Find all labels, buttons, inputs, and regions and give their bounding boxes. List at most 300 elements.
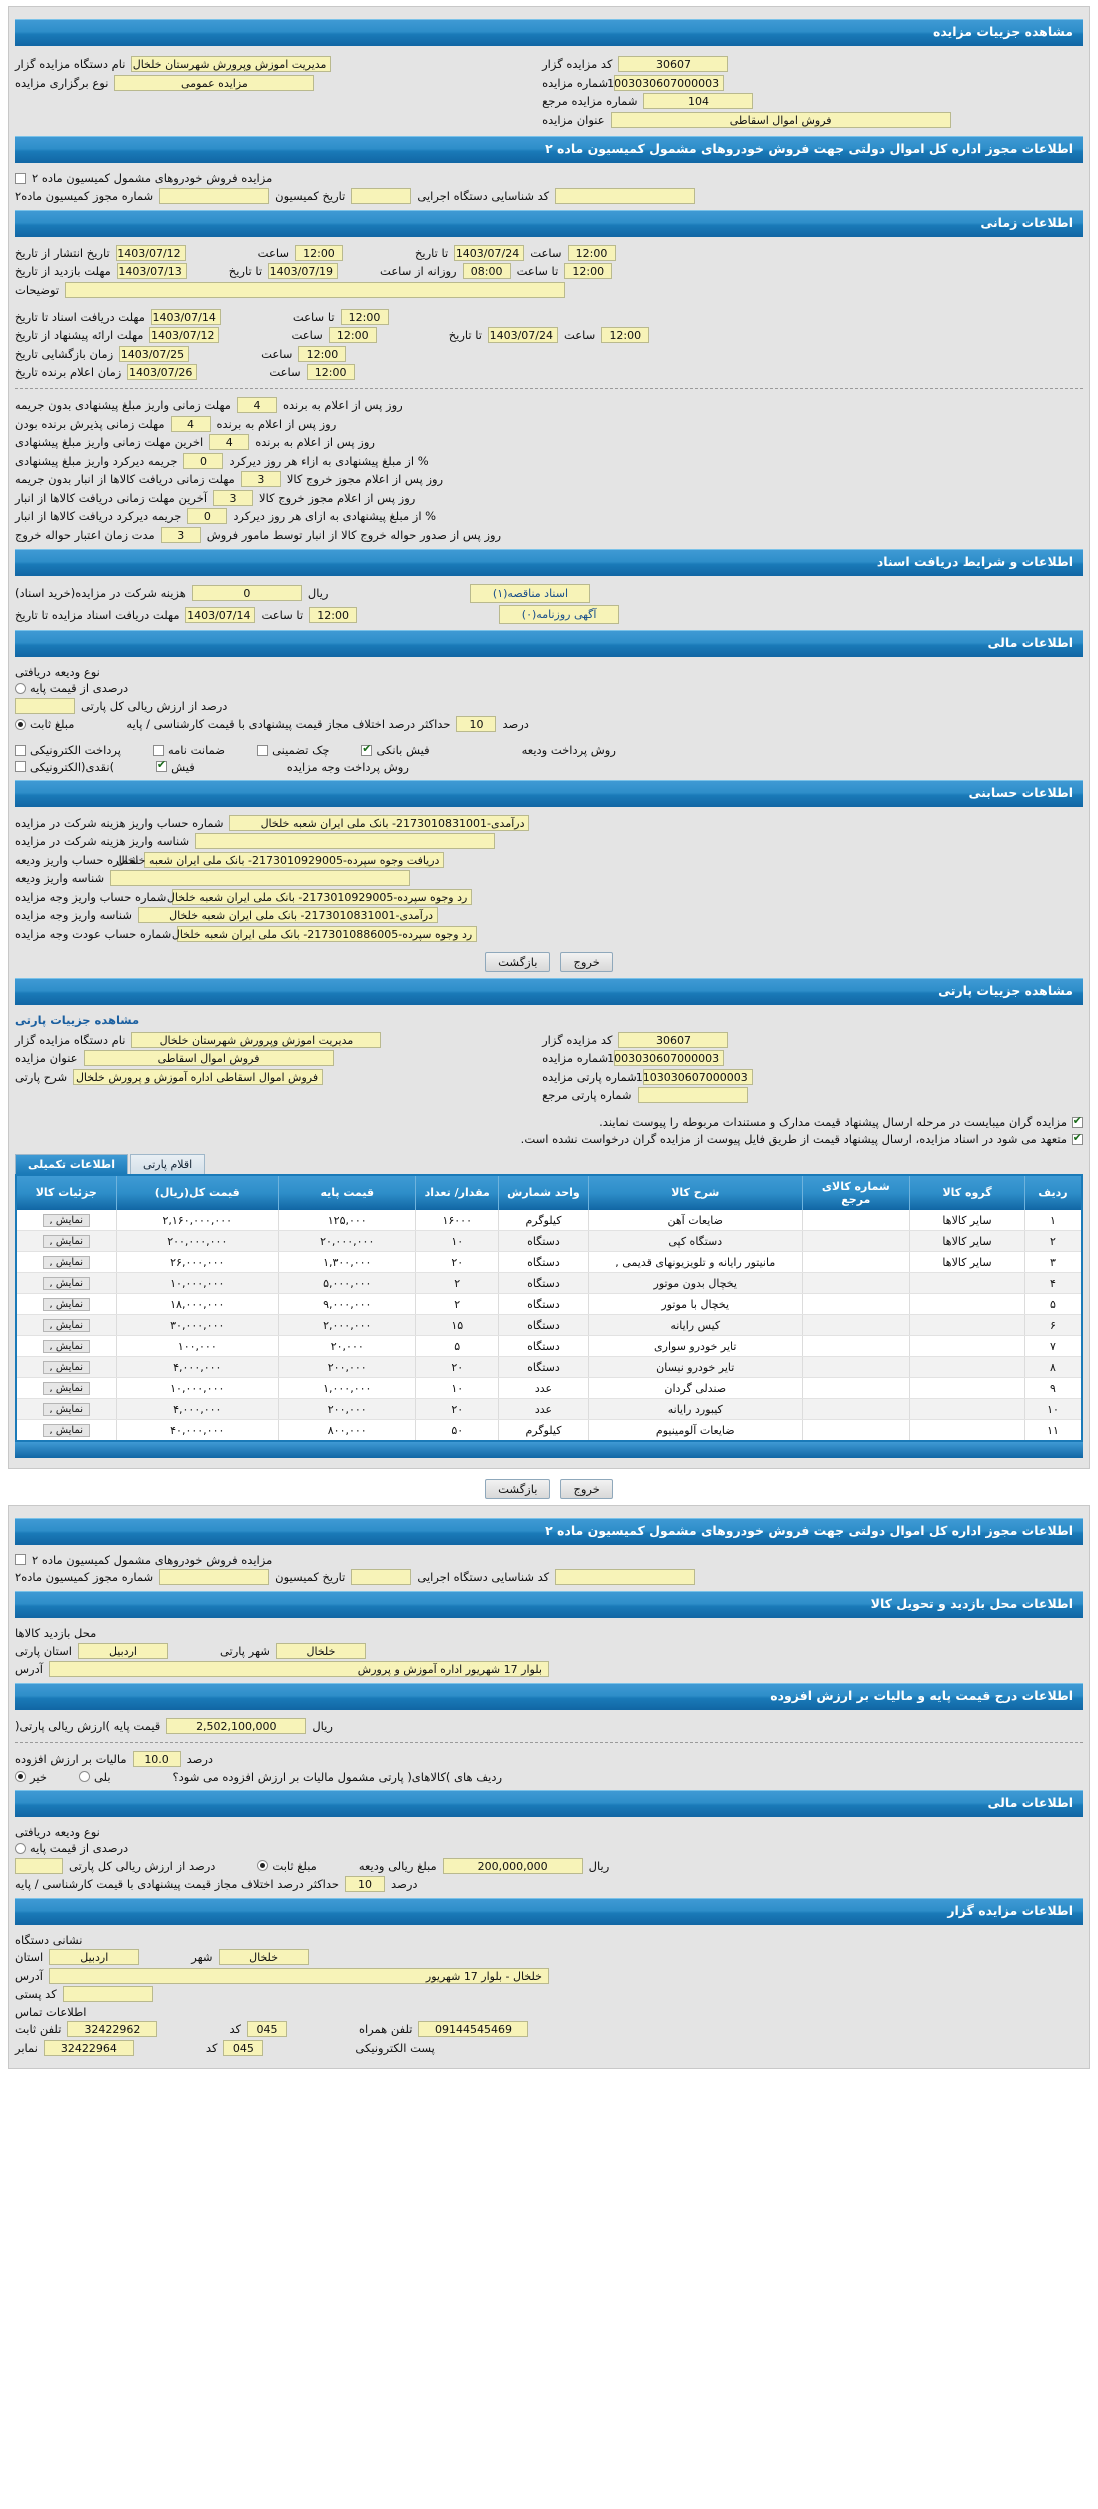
payment-method-receipt-label: فیش (171, 759, 195, 774)
docs-deadline-date-label: مهلت دریافت اسناد تا تاریخ (15, 309, 145, 324)
auctioneer-city-value[interactable]: خلخال (219, 1949, 309, 1965)
account-label-0: شماره حساب واریز هزینه شرکت در مزایده (15, 815, 224, 830)
party-org-value[interactable]: مدیریت اموزش وپرورش شهرستان خلخال (131, 1032, 381, 1048)
deadline-label-0: مهلت زمانی واریز مبلغ پیشنهادی بدون جریمه (15, 398, 231, 413)
cell-base-price: ۲۰۰,۰۰۰ (279, 1399, 416, 1420)
deadline-label-7: مدت زمان اعتبار حواله خروج (15, 527, 155, 542)
publish-to-date-label: تا تاریخ (414, 245, 449, 260)
deadline-value-6[interactable]: 0 (187, 508, 227, 524)
visit-daily-from-label: روزانه از ساعت (380, 264, 457, 279)
percent-base-option[interactable] (15, 681, 128, 695)
lower-details-panel (8, 1505, 1090, 2069)
party-ref-number-label: شماره پارتی مرجع (542, 1088, 632, 1103)
deadline-suffix-6: % از مبلغ پیشنهادی به ازای هر روز دیرکرد (233, 509, 437, 524)
winner-time-value[interactable]: 12:00 (307, 364, 355, 380)
time-desc-value[interactable] (65, 282, 565, 298)
goods-details-button[interactable]: نمایش , (43, 1214, 91, 1227)
goods-details-button[interactable]: نمایش , (43, 1361, 91, 1374)
section2-deposit-amount-value[interactable]: 200,000,000 (443, 1858, 583, 1874)
deadline-value-4[interactable]: 3 (241, 471, 281, 487)
deadline-value-2[interactable]: 4 (209, 434, 249, 450)
auction-number-value[interactable]: 1003030607000003 (614, 75, 724, 91)
party-desc-value[interactable]: فروش اموال اسقاطی اداره آموزش و پرورش خلخال (73, 1069, 323, 1085)
auctioneer-address-header-row (15, 1933, 1083, 1947)
cell-ref-no (802, 1210, 909, 1231)
table-row (16, 1315, 1082, 1336)
deadline-value-1[interactable]: 4 (171, 416, 211, 432)
deposit-method-cheque-checkbox[interactable] (257, 745, 268, 756)
cell-desc: مانیتور رایانه و تلویزیونهای قدیمی , (588, 1252, 802, 1273)
vat-no-radio[interactable] (15, 1771, 26, 1782)
auctioneer-code-value[interactable]: 30607 (618, 56, 728, 72)
cell-group (910, 1336, 1025, 1357)
vat-option-yes[interactable] (79, 1770, 111, 1784)
time-row-docs-deadline (15, 309, 1083, 325)
cell-details (16, 1294, 116, 1315)
deposit-method-cheque[interactable] (257, 743, 329, 757)
auctioneer-fax-code-label: کد (205, 2040, 218, 2055)
cell-group: سایر کالاها (910, 1210, 1025, 1231)
back-button-mid[interactable]: بازگشت (485, 1479, 550, 1499)
docs-deadline-label2: مهلت دریافت اسناد مزایده تا تاریخ (15, 607, 180, 622)
cell-total-price: ۱۸,۰۰۰,۰۰۰ (116, 1294, 278, 1315)
auctioneer-code-label: کد مزایده گزار (542, 57, 613, 72)
deadline-suffix-5: روز پس از اعلام مجوز خروج کالا (259, 490, 416, 505)
account-label-5: شناسه واریز وجه مزایده (15, 908, 133, 923)
visit-to-time-label: تا ساعت (516, 264, 559, 279)
visit-address-value[interactable]: بلوار 17 شهریور اداره آموزش و پرورش (49, 1661, 549, 1677)
cell-ref-no (802, 1420, 909, 1442)
payment-method-cash-electronic[interactable] (15, 760, 114, 774)
fixed-amount-radio[interactable] (15, 719, 26, 730)
section2-max-diff-label: حداکثر درصد اختلاف مجاز قیمت پیشنهادی با قیمت کارشناسی / پایه (15, 1877, 340, 1891)
table-row (16, 1231, 1082, 1252)
visit-to-time-value[interactable]: 12:00 (564, 263, 612, 279)
account-value-3[interactable] (110, 870, 410, 886)
exec-org-code-label: کد شناسایی دستگاه اجرایی (417, 188, 550, 203)
party-auction-number-label: شماره مزایده (542, 1051, 609, 1066)
cell-group (910, 1420, 1025, 1442)
vat-question-label: ردیف های )کالاهای( پارتی مشمول مالیات بر ارزش افزوده می شود؟ (172, 1769, 503, 1784)
auction-type-value[interactable]: مزایده عمومی (114, 75, 314, 91)
auction-identity-left-col (15, 54, 542, 131)
time-row-visit (15, 263, 1083, 279)
rial-percent-label: درصد از ارزش ریالی کل پارتی (81, 698, 228, 713)
cell-qty: ۲ (416, 1273, 498, 1294)
section2-exec-org-code-value[interactable] (555, 1569, 695, 1585)
vat-yes-radio[interactable] (79, 1771, 90, 1782)
cell-unit: دستگاه (498, 1231, 588, 1252)
offer-to-date-value[interactable]: 1403/07/24 (488, 327, 558, 343)
visit-date-label: مهلت بازدید از تاریخ (15, 264, 111, 279)
auctioneer-postal-row (15, 1986, 1083, 2002)
deposit-method-receipt-checkbox[interactable] (361, 745, 372, 756)
cell-ref-no (802, 1231, 909, 1252)
party-subtitle-row (15, 1013, 1083, 1027)
goods-table-head (16, 1175, 1082, 1210)
goods-details-button[interactable]: نمایش , (43, 1424, 91, 1437)
party-ref-number-value[interactable] (638, 1087, 748, 1103)
section2-fixed-amount-option[interactable] (257, 1859, 316, 1873)
visit-date-value[interactable]: 1403/07/13 (117, 263, 187, 279)
vat-option-no[interactable] (15, 1770, 47, 1784)
party-auction-number-value[interactable]: 1003030607000003 (614, 1050, 724, 1066)
publish-date-value[interactable]: 1403/07/12 (116, 245, 186, 261)
offer-time-label: ساعت (291, 328, 323, 343)
section2-commission-date-value[interactable] (351, 1569, 411, 1585)
party-auctioneer-code-value[interactable]: 30607 (618, 1032, 728, 1048)
section-title-auctioneer: اطلاعات مزایده گزار (15, 1898, 1083, 1925)
deadline-suffix-4: روز پس از اعلام مجوز خروج کالا (286, 472, 444, 487)
base-price-label: قیمت پایه )ارزش ریالی پارتی( (15, 1719, 161, 1734)
account-value-6[interactable]: رد وجوه سپرده-2173010886005- بانک ملی ایران شعبه خلخال (177, 926, 477, 942)
party-title-value[interactable]: فروش اموال اسقاطی (84, 1050, 334, 1066)
account-label-2: شماره حساب واریز ودیعه (15, 852, 139, 867)
deadline-label-5: آخرین مهلت زمانی دریافت کالاها از انبار (15, 490, 208, 505)
base-price-unit: ریال (312, 1719, 333, 1734)
auctioneer-email-label: پست الکترونیکی (355, 2040, 435, 2055)
permit-number-value[interactable] (159, 188, 269, 204)
auctioneer-address-header: نشانی دستگاه (15, 1932, 83, 1947)
section-title-price: اطلاعات درج قیمت پایه و مالیات بر ارزش افزوده (15, 1683, 1083, 1710)
cell-ref-no (802, 1357, 909, 1378)
payment-method-cash-electronic-label: )نقدی(الکترونیکی (30, 759, 115, 774)
cell-group (910, 1357, 1025, 1378)
auction-details-panel (8, 6, 1090, 1469)
cell-base-price: ۱,۳۰۰,۰۰۰ (279, 1252, 416, 1273)
section2-commission-date-label: تاریخ کمیسیون (275, 1570, 346, 1585)
org-name-label: نام دستگاه مزایده گزار (15, 57, 126, 72)
deadline-label-6: جریمه دیرکرد دریافت کالاها از انبار (15, 509, 182, 524)
tab-party-items[interactable]: اقلام پارتی (130, 1154, 205, 1174)
cell-ref-no (802, 1399, 909, 1420)
vat-no-label: خیر (30, 1769, 47, 1784)
price-divider (15, 1742, 1083, 1743)
section-title-party: مشاهده جزییات پارتی (15, 978, 1083, 1005)
ref-number-value[interactable]: 104 (643, 93, 753, 109)
th-group: گروه کالا (910, 1175, 1025, 1210)
cell-base-price: ۱,۰۰۰,۰۰۰ (279, 1378, 416, 1399)
section2-rial-percent-value[interactable] (15, 1858, 63, 1874)
docs-deadline-time2-value[interactable]: 12:00 (309, 607, 357, 623)
cell-details (16, 1420, 116, 1442)
party-title-label: عنوان مزایده (15, 1051, 78, 1066)
deadline-row-0 (15, 397, 1083, 413)
goods-details-button[interactable]: نمایش , (43, 1277, 91, 1290)
docs-deadline-time-value[interactable]: 12:00 (341, 309, 389, 325)
cell-unit: عدد (498, 1399, 588, 1420)
deposit-method-electronic[interactable] (15, 743, 121, 757)
exec-org-code-value[interactable] (555, 188, 695, 204)
winner-time-label: ساعت (269, 365, 301, 380)
section2-percent-base-option[interactable] (15, 1841, 128, 1855)
cell-details (16, 1210, 116, 1231)
auctioneer-contact-header: اطلاعات تماس (15, 2004, 87, 2019)
account-row-0 (15, 815, 1083, 831)
visit-province-value[interactable]: اردبیل (78, 1643, 168, 1659)
account-value-1[interactable] (195, 833, 495, 849)
account-row-6 (15, 926, 1083, 942)
auctioneer-fax-value[interactable]: 32422964 (44, 2040, 134, 2056)
deposit-method-cheque-label: چک تضمینی (272, 743, 330, 758)
payment-method-receipt[interactable] (156, 760, 195, 774)
party-field-title (15, 1050, 542, 1066)
goods-table-header-row (16, 1175, 1082, 1210)
cell-row-no: ۴ (1025, 1273, 1082, 1294)
cell-qty: ۲۰ (416, 1399, 498, 1420)
section2-max-diff-unit: درصد (391, 1877, 418, 1891)
cell-base-price: ۱۲۵,۰۰۰ (279, 1210, 416, 1231)
party-note-1-checkbox[interactable] (1072, 1134, 1083, 1145)
winner-date-value[interactable]: 1403/07/26 (127, 364, 197, 380)
cell-details (16, 1399, 116, 1420)
section2-permit-number-value[interactable] (159, 1569, 269, 1585)
payment-method-cash-electronic-checkbox[interactable] (15, 761, 26, 772)
account-value-2[interactable]: دریافت وجوه سپرده-2173010929005- بانک ملی ایران شعبه خلخال (144, 852, 444, 868)
party-field-org (15, 1032, 542, 1048)
permit-fields-row (15, 188, 1083, 204)
cell-ref-no (802, 1273, 909, 1294)
table-row (16, 1378, 1082, 1399)
auctioneer-fax-code-value[interactable]: 045 (223, 2040, 263, 2056)
account-label-3: شناسه واریز ودیعه (15, 871, 105, 886)
cell-unit: دستگاه (498, 1315, 588, 1336)
rial-percent-value[interactable] (15, 698, 75, 714)
account-label-1: شناسه واریز هزینه شرکت در مزایده (15, 834, 190, 849)
cell-desc: یخچال با موتور (588, 1294, 802, 1315)
field-org-name (15, 56, 542, 72)
vat-value[interactable]: 10.0 (133, 1751, 181, 1767)
goods-details-button[interactable]: نمایش , (43, 1340, 91, 1353)
account-value-5[interactable]: درآمدی-2173010831001- بانک ملی ایران شعبه خلخال (138, 907, 438, 923)
cell-unit: کیلوگرم (498, 1420, 588, 1442)
cell-total-price: ۳۰,۰۰۰,۰۰۰ (116, 1315, 278, 1336)
auctioneer-phone-value[interactable]: 32422962 (67, 2021, 157, 2037)
cell-qty: ۲۰ (416, 1357, 498, 1378)
auctioneer-fax-label: نمابر (15, 2040, 38, 2055)
opening-time-value[interactable]: 12:00 (298, 346, 346, 362)
time-row-opening (15, 346, 1083, 362)
auctioneer-postal-label: کد پستی (15, 1987, 57, 2002)
auctioneer-province-label: استان (15, 1950, 44, 1965)
party-field-party-number (542, 1069, 1083, 1085)
cell-group (910, 1315, 1025, 1336)
permit-number-label: شماره مجوز کمیسیون ماده۲ (15, 188, 154, 203)
deposit-method-row (15, 743, 1083, 757)
section2-fixed-amount-radio[interactable] (257, 1860, 268, 1871)
publish-to-date-value[interactable]: 1403/07/24 (454, 245, 524, 261)
party-note-1-text: متعهد می شود در اسناد مزایده، ارسال پیشنهاد قیمت از طریق فایل پیوست از مزایده گران درخواست نشده است. (520, 1131, 1067, 1146)
cell-unit: دستگاه (498, 1273, 588, 1294)
tab-supplementary-info[interactable]: اطلاعات تکمیلی (15, 1154, 128, 1174)
auctioneer-address-value[interactable]: خلخال - بلوار 17 شهریور (49, 1968, 549, 1984)
section-title-permit: اطلاعات مجوز اداره کل اموال دولتی جهت فروش خودروهای مشمول کمیسیون ماده ۲ (15, 136, 1083, 163)
goods-details-button[interactable]: نمایش , (43, 1382, 91, 1395)
deadline-row-5 (15, 490, 1083, 506)
cell-row-no: ۵ (1025, 1294, 1082, 1315)
section2-title-permit: اطلاعات مجوز اداره کل اموال دولتی جهت فروش خودروهای مشمول کمیسیون ماده ۲ (15, 1518, 1083, 1545)
party-number-label: شماره پارتی مزایده (542, 1069, 637, 1084)
account-label-6: شماره حساب عودت وجه مزایده (15, 926, 172, 941)
party-desc-label: شرح پارتی (15, 1069, 68, 1084)
time-row-winner (15, 364, 1083, 380)
deposit-method-guarantee-checkbox[interactable] (153, 745, 164, 756)
section2-max-diff-value[interactable]: 10 (345, 1876, 385, 1892)
table-row (16, 1336, 1082, 1357)
permit-checkbox[interactable] (15, 173, 26, 184)
th-details: جزئیات کالا (16, 1175, 116, 1210)
account-value-0[interactable]: درآمدی-2173010831001- بانک ملی ایران شعبه خلخال (229, 815, 529, 831)
account-row-4 (15, 889, 1083, 905)
cell-unit: دستگاه (498, 1294, 588, 1315)
party-org-label: نام دستگاه مزایده گزار (15, 1032, 126, 1047)
section2-deposit-amount-label: مبلغ ریالی ودیعه (358, 1858, 437, 1873)
offer-to-date-label: تا تاریخ (448, 328, 482, 343)
back-button-top[interactable]: بازگشت (485, 952, 550, 972)
section2-permit-fields-row (15, 1569, 1083, 1585)
visit-to-date-value[interactable]: 1403/07/19 (268, 263, 338, 279)
visit-city-value[interactable]: خلخال (276, 1643, 366, 1659)
section2-permit-checkbox[interactable] (15, 1554, 26, 1565)
goods-details-button[interactable]: نمایش , (43, 1235, 91, 1248)
account-value-4[interactable]: رد وجوه سپرده-2173010929005- بانک ملی ایران شعبه خلخال (172, 889, 472, 905)
table-row (16, 1294, 1082, 1315)
auctioneer-contact-header-row (15, 2005, 1083, 2019)
section2-percent-base-radio[interactable] (15, 1843, 26, 1854)
party-field-auctioneer-code (542, 1032, 1083, 1048)
cell-qty: ۵۰ (416, 1420, 498, 1442)
deposit-method-electronic-label: پرداخت الکترونیکی (30, 743, 121, 758)
docs-deadline-date2-value[interactable]: 1403/07/14 (185, 607, 255, 623)
offer-to-time-value[interactable]: 12:00 (601, 327, 649, 343)
cell-row-no: ۱۰ (1025, 1399, 1082, 1420)
goods-details-button[interactable]: نمایش , (43, 1403, 91, 1416)
visit-place-label: محل بازدید کالاها (15, 1626, 97, 1641)
goods-details-button[interactable]: نمایش , (43, 1298, 91, 1311)
auctioneer-postal-value[interactable] (63, 1986, 153, 2002)
th-qty: مقدار/ تعداد (416, 1175, 498, 1210)
goods-details-button[interactable]: نمایش , (43, 1319, 91, 1332)
visit-province-label: استان پارتی (15, 1643, 72, 1658)
auction-title-value[interactable]: فروش اموال اسقاطی (611, 112, 951, 128)
th-total-price: قیمت کل(ریال) (116, 1175, 278, 1210)
table-row (16, 1252, 1082, 1273)
offer-date-value[interactable]: 1403/07/12 (149, 327, 219, 343)
deadline-label-4: مهلت زمانی دریافت کالاها از انبار بدون جریمه (15, 472, 235, 487)
auction-number-label: شماره مزایده (542, 75, 609, 90)
deposit-method-label: روش پرداخت ودیعه (521, 743, 616, 758)
party-identity-left-col (15, 1029, 542, 1106)
docs-deadline-date-value[interactable]: 1403/07/14 (151, 309, 221, 325)
party-number-value[interactable]: 1103030607000003 (643, 1069, 753, 1085)
visit-daily-from-value[interactable]: 08:00 (463, 263, 511, 279)
deadline-value-0[interactable]: 4 (237, 397, 277, 413)
visit-location-row (15, 1643, 1083, 1659)
goods-details-button[interactable]: نمایش , (43, 1256, 91, 1269)
party-note-0-checkbox[interactable] (1072, 1117, 1083, 1128)
max-diff-value[interactable]: 10 (456, 716, 496, 732)
section-title-auction-details: مشاهده جزییات مزایده (15, 19, 1083, 46)
exit-button-top[interactable]: خروج (560, 952, 612, 972)
docs-deadline-time2-label: تا ساعت (261, 607, 304, 622)
docs-fee-value[interactable]: 0 (192, 585, 302, 601)
deadline-value-5[interactable]: 3 (213, 490, 253, 506)
auctioneer-phone-row (15, 2021, 1083, 2037)
account-row-5 (15, 907, 1083, 923)
publish-time-value[interactable]: 12:00 (295, 245, 343, 261)
page-root (0, 6, 1098, 2069)
visit-place-row (15, 1626, 1083, 1640)
auctioneer-mobile-value[interactable]: 09144545469 (418, 2021, 528, 2037)
section-title-accounts: اطلاعات حسابنی (15, 780, 1083, 807)
offer-time-value[interactable]: 12:00 (329, 327, 377, 343)
time-row-desc (15, 282, 1083, 298)
deposit-method-receipt-label: فیش بانکی (376, 743, 430, 758)
base-price-value[interactable]: 2,502,100,000 (166, 1718, 306, 1734)
auction-type-label: نوع برگزاری مزایده (15, 75, 109, 90)
party-note-0 (15, 1115, 1083, 1129)
account-row-1 (15, 833, 1083, 849)
publish-to-time-label: ساعت (530, 245, 562, 260)
max-diff-label: حداکثر درصد اختلاف مجاز قیمت پیشنهادی با قیمت کارشناسی / پایه (126, 717, 451, 732)
attachment-newspaper-ad-link[interactable]: آگهی روزنامه(۰) (499, 605, 619, 624)
exit-button-mid[interactable]: خروج (560, 1479, 612, 1499)
cell-desc: ضایعات آلومینیوم (588, 1420, 802, 1442)
fixed-amount-option[interactable] (15, 717, 74, 731)
offer-date-label: مهلت ارائه پیشنهاد از تاریخ (15, 328, 144, 343)
deadline-row-7 (15, 527, 1083, 543)
auctioneer-province-value[interactable]: اردبیل (49, 1949, 139, 1965)
opening-date-value[interactable]: 1403/07/25 (119, 346, 189, 362)
section2-title-finance: اطلاعات مالی (15, 1790, 1083, 1817)
deposit-method-electronic-checkbox[interactable] (15, 745, 26, 756)
th-unit: واحد شمارش (498, 1175, 588, 1210)
permit-checkbox-label: مزایده فروش خودروهای مشمول کمیسیون ماده ۲ (32, 171, 273, 186)
deadline-suffix-7: روز پس از صدور حواله خروج کالا از انبار توسط مامور فروش (206, 527, 502, 542)
th-desc: شرح کالا (588, 1175, 802, 1210)
fixed-amount-row (15, 716, 1083, 732)
payment-method-row (15, 760, 1083, 774)
vat-row (15, 1751, 1083, 1767)
cell-qty: ۲ (416, 1294, 498, 1315)
auctioneer-address-label: آدرس (15, 1968, 43, 1983)
auctioneer-city-label: شهر (191, 1950, 213, 1965)
deposit-method-receipt[interactable] (361, 743, 429, 757)
deadline-value-7[interactable]: 3 (161, 527, 201, 543)
publish-to-time-value[interactable]: 12:00 (568, 245, 616, 261)
payment-method-receipt-checkbox[interactable] (156, 761, 167, 772)
section2-percent-base-row (15, 1841, 1083, 1855)
deadline-suffix-3: % از مبلغ پیشنهادی به ازاء هر روز دیرکرد (229, 453, 429, 468)
commission-date-value[interactable] (351, 188, 411, 204)
percent-base-radio[interactable] (15, 683, 26, 694)
cell-qty: ۱۰ (416, 1378, 498, 1399)
deadline-row-1 (15, 416, 1083, 432)
cell-desc: یخچال بدون موتور (588, 1273, 802, 1294)
cell-details (16, 1357, 116, 1378)
table-row (16, 1420, 1082, 1442)
goods-table (15, 1174, 1083, 1442)
deadline-value-3[interactable]: 0 (183, 453, 223, 469)
auctioneer-phone-code-value[interactable]: 045 (247, 2021, 287, 2037)
org-name-value[interactable]: مدیریت اموزش وپرورش شهرستان خلخال (131, 56, 331, 72)
deposit-method-guarantee[interactable] (153, 743, 225, 757)
cell-unit: عدد (498, 1378, 588, 1399)
auctioneer-address-row (15, 1968, 1083, 1984)
cell-ref-no (802, 1336, 909, 1357)
cell-group (910, 1378, 1025, 1399)
attachment-tender-docs-link[interactable]: اسناد مناقصه(۱) (470, 584, 590, 603)
